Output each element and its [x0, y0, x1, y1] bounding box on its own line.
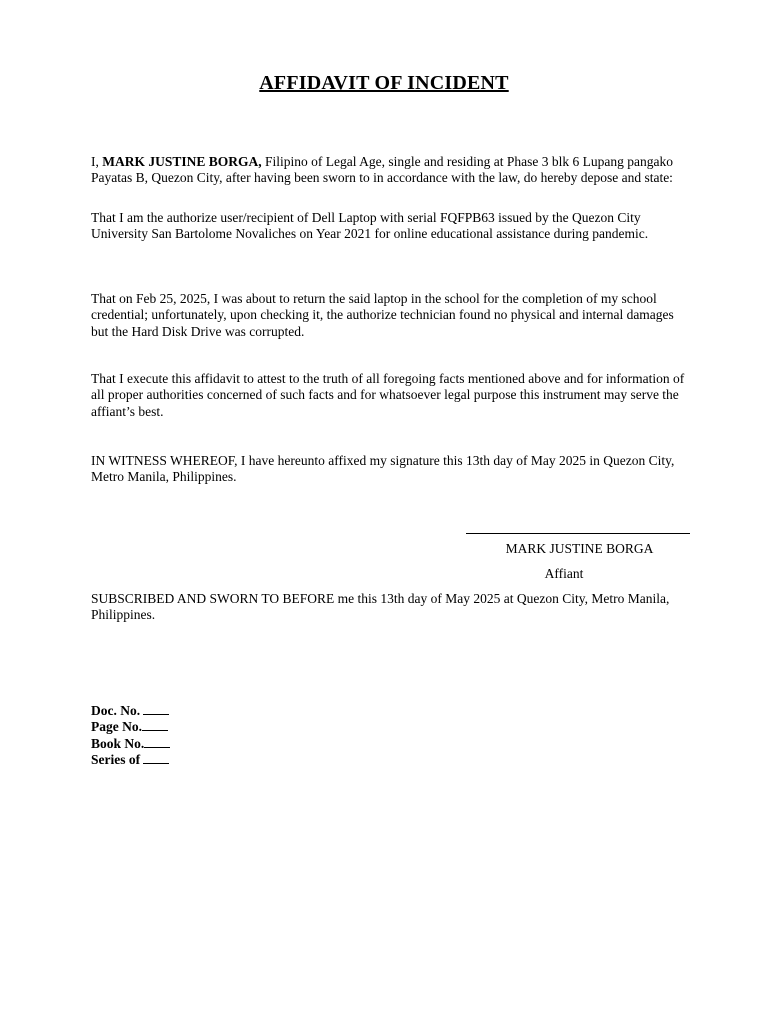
- doc-no-row: [91, 703, 170, 719]
- page-no-label: Page No.: [91, 719, 142, 735]
- page-no-blank: [142, 729, 168, 731]
- page-no-row: [91, 719, 170, 735]
- doc-no-label: Doc. No.: [91, 703, 141, 718]
- book-no-label: Book No.: [91, 735, 145, 751]
- notarial-registry: [91, 703, 170, 768]
- paragraph-witness: IN WITNESS WHEREOF, I have hereunto affixed my signature this 13th day of May 2025 in Quezon City, Metro Manila, Philippines.: [91, 453, 675, 485]
- paragraph-introduction: [91, 154, 691, 187]
- paragraph-purpose: That I execute this affidavit to attest to the truth of all foregoing facts mentioned above and for information of all proper authorities concerned of such facts and for whatsoever legal purpose this instrument may serve the affiant’s best.: [91, 371, 685, 419]
- book-no-row: [91, 736, 170, 752]
- signatory-name: MARK JUSTINE BORGA: [505, 541, 654, 556]
- doc-no-blank: [143, 713, 169, 715]
- series-of-label: Series of: [91, 751, 141, 767]
- intro-prefix: I,: [91, 154, 103, 169]
- book-no-blank: [144, 746, 170, 748]
- affiant-name-bold: MARK JUSTINE BORGA,: [102, 154, 262, 169]
- paragraph-incident: That on Feb 25, 2025, I was about to return the said laptop in the school for the completion of my school credential; unfortunately, upon checking it, the authorize technician found no physical and internal damages but the Hard Disk Drive was corrupted.: [91, 291, 674, 339]
- signature-line: [466, 533, 690, 534]
- series-of-blank: [143, 762, 169, 764]
- intro-text: Filipino of Legal Age, single and residing at Phase 3 blk 6 Lupang pangako Payatas B, Quezon City, after having been sworn to in accordance with the law, do hereby depose and state:: [91, 154, 673, 186]
- signatory-role: Affiant: [544, 566, 584, 581]
- series-of-row: [91, 752, 170, 768]
- paragraph-ownership: That I am the authorize user/recipient of Dell Laptop with serial FQFPB63 issued by the Quezon City University San Bartolome Novaliches on Year 2021 for online educational assistance during pandemic.: [91, 210, 649, 242]
- paragraph-jurat: SUBSCRIBED AND SWORN TO BEFORE me this 13th day of May 2025 at Quezon City, Metro Manila, Philippines.: [91, 591, 670, 623]
- document-title: AFFIDAVIT OF INCIDENT: [259, 72, 509, 94]
